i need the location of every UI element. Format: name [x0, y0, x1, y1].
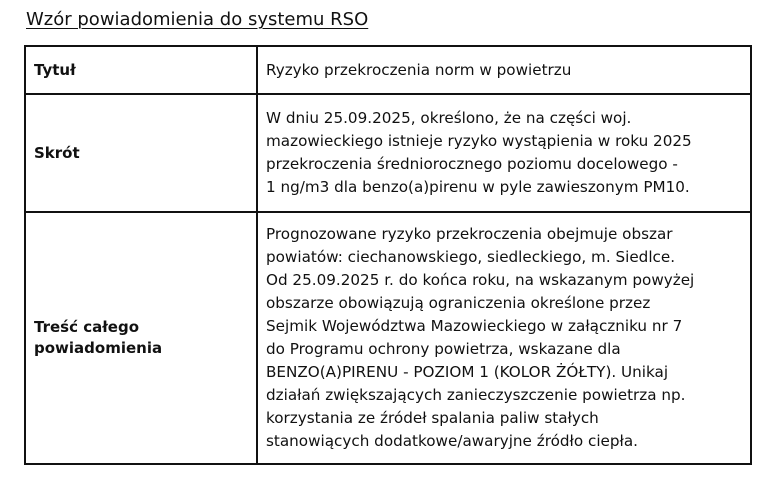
content-line: działań zwiększających zanieczyszczenie powietrza np. — [266, 386, 686, 404]
abstract-label: Skrót — [25, 94, 257, 212]
content-label-line: powiadomienia — [34, 339, 163, 357]
content-line: stanowiących dodatkowe/awaryjne źródło ciepła. — [266, 432, 638, 450]
content-label — [25, 212, 257, 464]
content-line: BENZO(A)PIRENU - POZIOM 1 (KOLOR ŻÓŁTY). Unikaj — [266, 363, 669, 381]
content-label-line: Treść całego — [34, 318, 139, 336]
abstract-line: przekroczenia średniorocznego poziomu docelowego - — [266, 155, 678, 173]
table-row-content — [25, 212, 751, 464]
table-row-abstract — [25, 94, 751, 212]
content-value — [257, 212, 751, 464]
abstract-value — [257, 94, 751, 212]
content-line: Prognozowane ryzyko przekroczenia obejmuje obszar — [266, 225, 673, 243]
content-line: Od 25.09.2025 r. do końca roku, na wskazanym powyżej — [266, 271, 695, 289]
content-line: do Programu ochrony powietrza, wskazane dla — [266, 340, 621, 358]
page-title: Wzór powiadomienia do systemu RSO — [26, 9, 369, 30]
content-line: obszarze obowiązują ograniczenia określone przez — [266, 294, 651, 312]
content-line: powiatów: ciechanowskiego, siedleckiego, m. Siedlce. — [266, 248, 676, 266]
notification-template-table — [24, 45, 752, 465]
content-line: korzystania ze źródeł spalania paliw stałych — [266, 409, 599, 427]
content-line: Sejmik Województwa Mazowieckiego w załączniku nr 7 — [266, 317, 683, 335]
table-row-title — [25, 46, 751, 94]
title-value: Ryzyko przekroczenia norm w powietrzu — [257, 46, 751, 94]
abstract-line: mazowieckiego istnieje ryzyko wystąpienia w roku 2025 — [266, 132, 692, 150]
title-label: Tytuł — [25, 46, 257, 94]
abstract-line: W dniu 25.09.2025, określono, że na części woj. — [266, 109, 632, 127]
abstract-line: 1 ng/m3 dla benzo(a)pirenu w pyle zawieszonym PM10. — [266, 178, 690, 196]
